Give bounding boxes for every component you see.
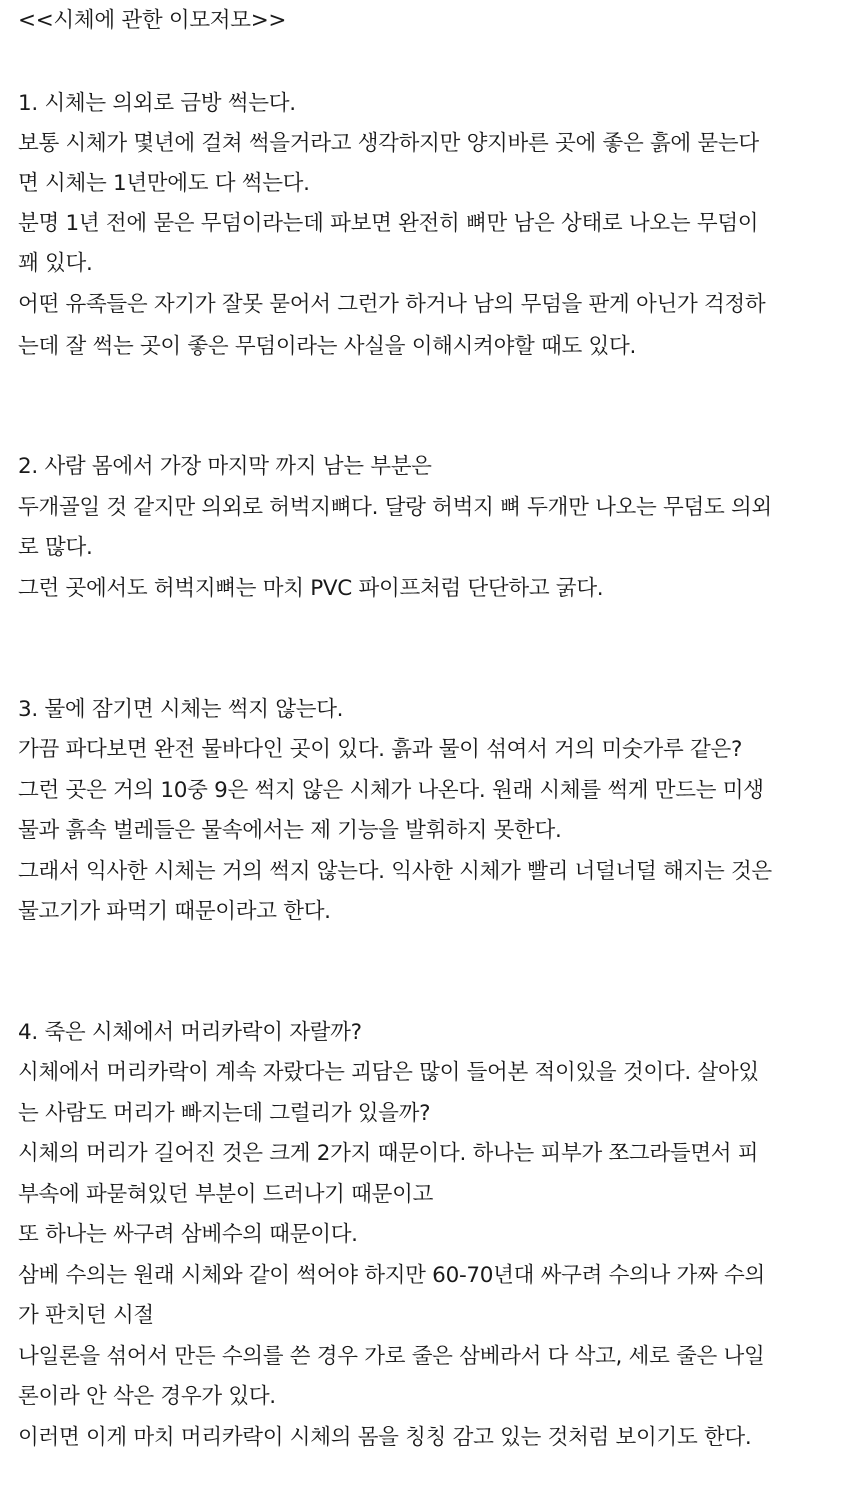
- section-4-line: 또 하나는 싸구려 삼베수의 때문이다.: [18, 1222, 358, 1247]
- section-4-line: 이러면 이게 마치 머리카락이 시체의 몸을 칭칭 감고 있는 것처럼 보이기도 한다.: [18, 1425, 752, 1450]
- section-1-heading: 1. 시체는 의외로 금방 썩는다.: [18, 91, 296, 116]
- section-3-line: 가끔 파다보면 완전 물바다인 곳이 있다. 흙과 물이 섞여서 거의 미숫가루 같은?: [18, 737, 743, 762]
- section-4-line: 가 판치던 시절: [18, 1303, 154, 1328]
- section-4-line: 시체의 머리가 길어진 것은 크게 2가지 때문이다. 하나는 피부가 쪼그라들면서 피: [18, 1141, 759, 1166]
- section-4-line: 론이라 안 삭은 경우가 있다.: [18, 1384, 276, 1409]
- section-3-line: 물과 흙속 벌레들은 물속에서는 제 기능을 발휘하지 못한다.: [18, 818, 562, 843]
- section-3-line: 물고기가 파먹기 때문이라고 한다.: [18, 899, 331, 924]
- section-1-line: 면 시체는 1년만에도 다 썩는다.: [18, 171, 310, 196]
- document-title: <<시체에 관한 이모저모>>: [18, 8, 287, 33]
- section-1-line: 보통 시체가 몇년에 걸쳐 썩을거라고 생각하지만 양지바른 곳에 좋은 흙에 묻는다: [18, 131, 759, 156]
- section-3-heading: 3. 물에 잠기면 시체는 썩지 않는다.: [18, 697, 344, 722]
- section-1-line: 어떤 유족들은 자기가 잘못 묻어서 그런가 하거나 남의 무덤을 판게 아닌가 걱정하: [18, 292, 766, 317]
- section-1-line: 는데 잘 썩는 곳이 좋은 무덤이라는 사실을 이해시켜야할 때도 있다.: [18, 334, 637, 359]
- section-4-heading: 4. 죽은 시체에서 머리카락이 자랄까?: [18, 1020, 362, 1045]
- section-1-line: 꽤 있다.: [18, 251, 93, 276]
- section-4-line: 부속에 파묻혀있던 부분이 드러나기 때문이고: [18, 1182, 434, 1207]
- section-2-line: 로 많다.: [18, 535, 93, 560]
- section-4-line: 삼베 수의는 원래 시체와 같이 썩어야 하지만 60-70년대 싸구려 수의나 가짜 수의: [18, 1263, 765, 1288]
- section-2-line: 그런 곳에서도 허벅지뼈는 마치 PVC 파이프처럼 단단하고 굵다.: [18, 576, 604, 601]
- section-4-line: 나일론을 섞어서 만든 수의를 쓴 경우 가로 줄은 삼베라서 다 삭고, 세로 줄은 나일: [18, 1344, 765, 1369]
- section-4-line: 는 사람도 머리가 빠지는데 그럴리가 있을까?: [18, 1101, 431, 1126]
- section-2-heading: 2. 사람 몸에서 가장 마지막 까지 남는 부분은: [18, 454, 432, 479]
- section-3-line: 그런 곳은 거의 10중 9은 썩지 않은 시체가 나온다. 원래 시체를 썩게 만드는 미생: [18, 778, 764, 803]
- section-1-line: 분명 1년 전에 묻은 무덤이라는데 파보면 완전히 뼈만 남은 상태로 나오는 무덤이: [18, 211, 759, 236]
- section-3-line: 그래서 익사한 시체는 거의 썩지 않는다. 익사한 시체가 빨리 너덜너덜 해지는 것은: [18, 859, 772, 884]
- section-2-line: 두개골일 것 같지만 의외로 허벅지뼈다. 달랑 허벅지 뼈 두개만 나오는 무덤도 의외: [18, 495, 772, 520]
- section-4-line: 시체에서 머리카락이 계속 자랐다는 괴담은 많이 들어본 적이있을 것이다. 살아있: [18, 1060, 759, 1085]
